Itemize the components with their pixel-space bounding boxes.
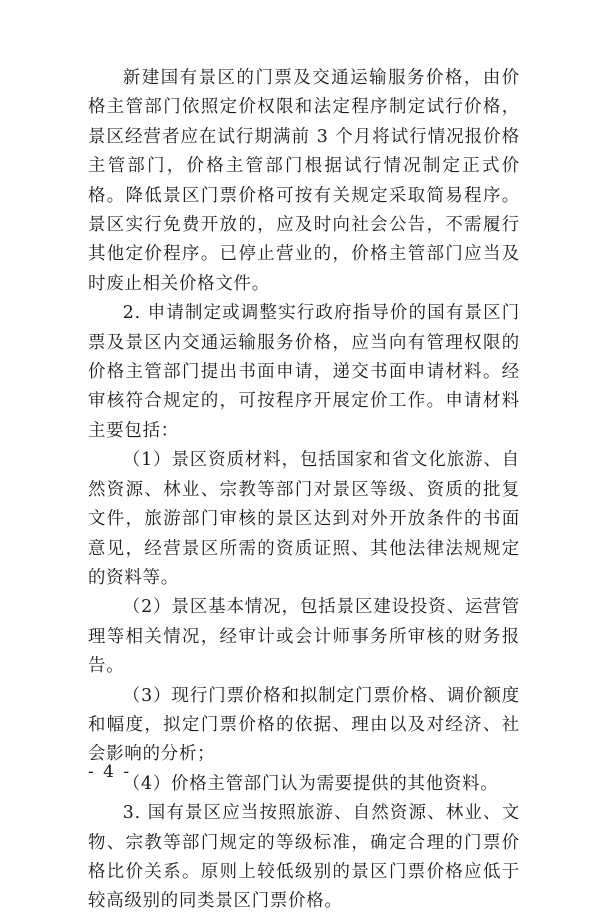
document-body — [88, 64, 520, 917]
paragraph-new-scenic-pricing: 新建国有景区的门票及交通运输服务价格，由价格主管部门依照定价权限和法定程序制定试行价格，景区经营者应在试行期满前 3 个月将试行情况报价格主管部门，价格主管部门根据试行情况制定正式价格。降低景区门票价格可按有关规定采取简易程序。景区实行免费开放的，应及时向社会公告，不需履行其他定价程序。已停止营业的，价格主管部门应当及时废止相关价格文件。 — [88, 68, 520, 294]
paragraph-subitem-3: （3）现行门票价格和拟制定门票价格、调价额度和幅度，拟定门票价格的依据、理由以及对经济、社会影响的分析； — [88, 685, 520, 765]
page-number: - 4 - — [88, 762, 132, 782]
paragraph-item-2: 2. 申请制定或调整实行政府指导价的国有景区门票及景区内交通运输服务价格，应当向有管理权限的价格主管部门提出书面申请，递交书面申请材料。经审核符合规定的，可按程序开展定价工作。申请材料主要包括： — [88, 303, 520, 441]
paragraph-subitem-1: （1）景区资质材料，包括国家和省文化旅游、自然资源、林业、宗教等部门对景区等级、资质的批复文件，旅游部门审核的景区达到对外开放条件的书面意见，经营景区所需的资质证照、其他法律法规规定的资料等。 — [88, 450, 520, 588]
paragraph-subitem-4: （4）价格主管部门认为需要提供的其他资料。 — [122, 773, 499, 794]
paragraph-subitem-2: （2）景区基本情况，包括景区建设投资、运营管理等相关情况，经审计或会计师事务所审核的财务报告。 — [88, 597, 520, 677]
paragraph-item-3: 3. 国有景区应当按照旅游、自然资源、林业、文物、宗教等部门规定的等级标准，确定合理的门票价格比价关系。原则上较低级别的景区门票价格应低于较高级别的同类景区门票价格。 — [88, 803, 520, 912]
